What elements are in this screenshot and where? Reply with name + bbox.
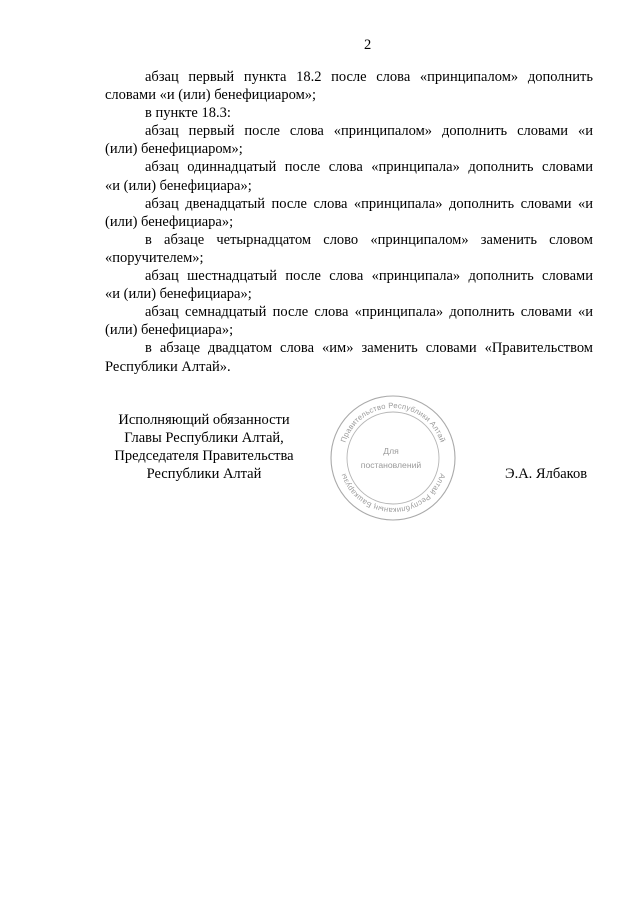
- body-line: абзац одиннадцатый после слова «принципала» дополнить словами: [145, 159, 593, 176]
- stamp-inner-ring: [347, 412, 439, 504]
- body-line: «и (или) бенефициара»;: [105, 177, 252, 194]
- signatory-name: Э.А. Ялбаков: [505, 466, 588, 482]
- stamp-ring-top-text: [339, 401, 448, 444]
- body-line: в пункте 18.3:: [145, 105, 231, 122]
- stamp-center-line-1: Для: [383, 446, 399, 456]
- body-line: «и (или) бенефициара»;: [105, 286, 252, 303]
- stamp-center-line-2: постановлений: [360, 460, 422, 470]
- body-line: абзац двенадцатый после слова «принципала» дополнить словами «и: [145, 195, 593, 212]
- body-line: абзац первый пункта 18.2 после слова «принципалом» дополнить: [145, 69, 593, 85]
- stamp-ring-bottom-textpath: Алтай Республиканың Башкарузы: [338, 472, 448, 516]
- body-line: в абзаце четырнадцатом слово «принципалом» заменить словом: [145, 231, 593, 248]
- body-line: словами «и (или) бенефициаром»;: [105, 87, 317, 104]
- body-line: абзац семнадцатый после слова «принципала» дополнить словами «и: [145, 304, 593, 321]
- body-line: (или) бенефициара»;: [105, 213, 234, 230]
- body-line: Республики Алтай».: [105, 358, 231, 375]
- body-line: «поручителем»;: [105, 249, 204, 266]
- stamp-outer-ring: [331, 396, 455, 520]
- body-line: (или) бенефициара»;: [105, 322, 234, 339]
- signatory-position-line: Республики Алтай: [146, 466, 262, 482]
- body-line: абзац шестнадцатый после слова «принципала» дополнить словами: [145, 268, 593, 285]
- document-body: [105, 68, 593, 376]
- body-line: (или) бенефициаром»;: [105, 141, 243, 158]
- page-number: 2: [364, 37, 372, 53]
- signatory-position-line: Исполняющий обязанности: [118, 412, 290, 428]
- signatory-position-line: Главы Республики Алтай,: [124, 430, 284, 446]
- stamp-ring-top-textpath: Правительство Республики Алтай: [338, 400, 448, 444]
- official-stamp: [329, 394, 457, 522]
- stamp-ring-bottom-text: [339, 472, 448, 515]
- signatory-position: [104, 411, 304, 483]
- body-line: в абзаце двадцатом слова «им» заменить словами «Правительством: [145, 340, 593, 357]
- body-line: абзац первый после слова «принципалом» дополнить словами «и: [145, 123, 593, 140]
- signatory-position-line: Председателя Правительства: [114, 448, 294, 464]
